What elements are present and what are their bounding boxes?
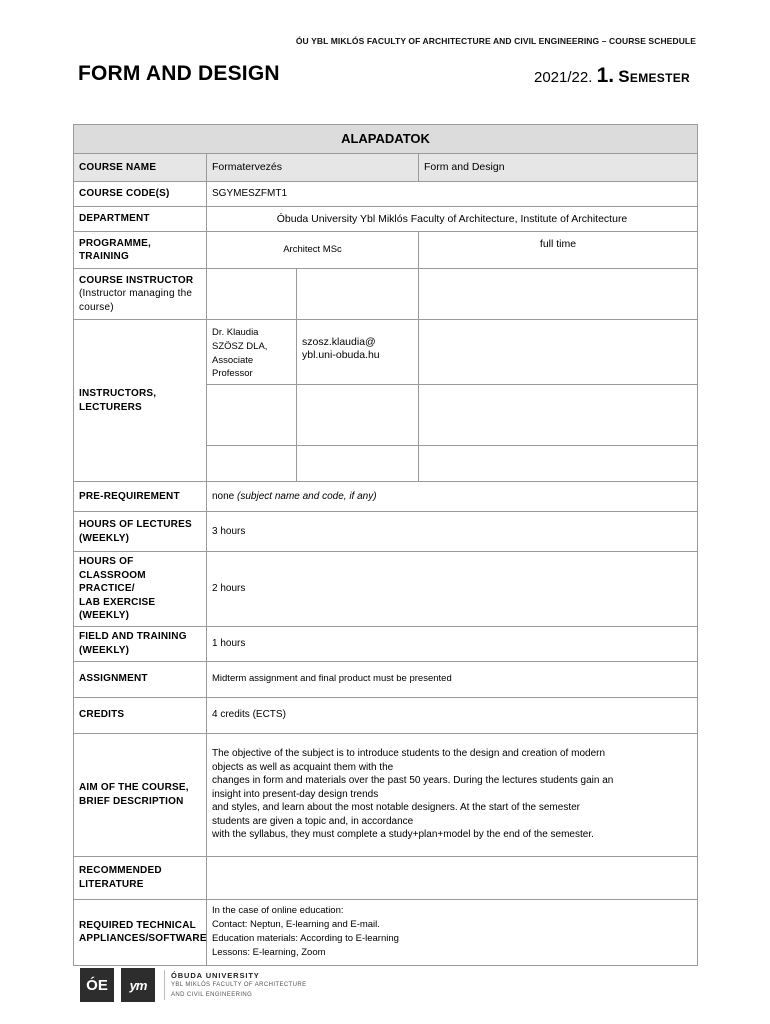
table-banner: ALAPADATOK xyxy=(74,125,698,154)
instructor-label: COURSE INSTRUCTOR xyxy=(79,274,194,286)
department-value: Óbuda University Ybl Miklós Faculty of Architecture, Institute of Architecture xyxy=(207,207,698,232)
programme-mode: full time xyxy=(419,232,698,269)
credits-row xyxy=(74,697,698,733)
footer-faculty-line: YBL MIKLÓS FACULTY OF ARCHITECTURE xyxy=(171,982,307,989)
practice-label xyxy=(74,552,207,627)
credits-value: 4 credits (ECTS) xyxy=(207,697,698,733)
practice-label-line: LAB EXERCISE (WEEKLY) xyxy=(79,596,156,622)
lecturer-empty-cell xyxy=(207,385,297,446)
literature-label: RECOMMENDED LITERATURE xyxy=(74,856,207,899)
prerequirement-value-cell xyxy=(207,482,698,512)
aim-line: changes in form and materials over the past 50 years. During the lectures students gain an xyxy=(212,775,614,787)
course-name-row xyxy=(74,154,698,182)
lecturer-email-line: szosz.klaudia@ xyxy=(302,336,376,348)
lectures-label: HOURS OF LECTURES (WEEKLY) xyxy=(74,512,207,552)
lecturers-label: INSTRUCTORS, LECTURERS xyxy=(74,320,207,482)
aim-line: and styles, and learn about the most notable designers. At the start of the semester xyxy=(212,802,580,814)
assignment-label: ASSIGNMENT xyxy=(74,661,207,697)
academic-year: 2021/22. xyxy=(534,69,593,86)
aim-line: objects as well as acquaint them with the xyxy=(212,761,394,773)
instructor-extra-cell xyxy=(419,269,698,320)
lecturer-email-line: ybl.uni-obuda.hu xyxy=(302,349,380,362)
instructor-note: (Instructor managing the course) xyxy=(79,288,193,313)
obuda-logo: ÓE xyxy=(80,968,114,1002)
instructor-email-cell xyxy=(297,269,419,320)
course-code-row xyxy=(74,182,698,207)
prerequirement-label: PRE-REQUIREMENT xyxy=(74,482,207,512)
credits-label: CREDITS xyxy=(74,697,207,733)
aim-label: AIM OF THE COURSE, BRIEF DESCRIPTION xyxy=(74,733,207,856)
field-training-label: FIELD AND TRAINING (WEEKLY) xyxy=(74,626,207,661)
lecturer-name-line: Dr. Klaudia xyxy=(212,327,259,338)
lecturer-extra-cell xyxy=(419,320,698,385)
lecturer-name-line: SZÖSZ DLA, xyxy=(212,340,268,352)
course-code-value: SGYMESZFMT1 xyxy=(207,182,698,207)
field-training-value: 1 hours xyxy=(207,626,698,661)
footer-faculty-line: AND CIVIL ENGINEERING xyxy=(171,991,253,998)
lecturer-row-1 xyxy=(74,320,698,385)
department-label: DEPARTMENT xyxy=(74,207,207,232)
lecturer-email xyxy=(297,320,419,385)
lecturer-name-line: Professor xyxy=(212,368,253,380)
course-code-label: COURSE CODE(S) xyxy=(74,182,207,207)
lectures-row xyxy=(74,512,698,552)
lecturer-empty-cell xyxy=(297,385,419,446)
lecturer-empty-cell xyxy=(207,446,297,482)
institution-header: ÓU YBL MIKLÓS FACULTY OF ARCHITECTURE AND CIVIL ENGINEERING – COURSE SCHEDULE xyxy=(295,36,696,46)
prerequirement-row xyxy=(74,482,698,512)
course-schedule-table xyxy=(73,124,698,966)
programme-value: Architect MSc xyxy=(207,232,419,269)
literature-row xyxy=(74,856,698,899)
lectures-value: 3 hours xyxy=(207,512,698,552)
ybl-logo: ym xyxy=(121,968,155,1002)
technical-label: REQUIRED TECHNICAL APPLIANCES/SOFTWARE xyxy=(74,899,207,965)
aim-row xyxy=(74,733,698,856)
footer-text xyxy=(171,971,307,998)
aim-line: The objective of the subject is to introduce students to the design and creation of modern xyxy=(212,748,606,760)
technical-line: Contact: Neptun, E-learning and E-mail. xyxy=(212,918,380,930)
semester-number: 1. xyxy=(596,64,615,87)
lecturer-empty-cell xyxy=(297,446,419,482)
assignment-value: Midterm assignment and final product must be presented xyxy=(207,661,698,697)
table-banner-row xyxy=(74,125,698,154)
lecturer-name-line: Associate xyxy=(212,354,254,366)
aim-line: students are given a topic and, in accordance xyxy=(212,815,414,827)
programme-label: PROGRAMME, TRAINING xyxy=(74,232,207,269)
course-name-english: Form and Design xyxy=(419,154,698,182)
assignment-row xyxy=(74,661,698,697)
technical-line: Lessons: E-learning, Zoom xyxy=(212,947,326,959)
technical-row xyxy=(74,899,698,965)
lecturer-empty-cell xyxy=(419,385,698,446)
semester-heading xyxy=(534,64,690,88)
course-name-label: COURSE NAME xyxy=(74,154,207,182)
footer xyxy=(80,968,307,1002)
programme-row xyxy=(74,232,698,269)
literature-value xyxy=(207,856,698,899)
footer-divider xyxy=(164,970,165,1000)
footer-university: ÓBUDA UNIVERSITY xyxy=(171,971,260,981)
prerequirement-hint: (subject name and code, if any) xyxy=(237,490,377,502)
document-title: FORM AND DESIGN xyxy=(78,62,280,85)
practice-label-line: PRACTICE/ xyxy=(79,583,135,595)
instructor-name-cell xyxy=(207,269,297,320)
semester-word: Semester xyxy=(618,67,690,86)
technical-line: Education materials: According to E-learning xyxy=(212,933,399,945)
aim-description xyxy=(207,733,698,856)
prerequirement-value: none xyxy=(212,490,235,502)
practice-label-line: HOURS OF CLASSROOM xyxy=(79,556,146,581)
instructor-label-cell xyxy=(74,269,207,320)
aim-line: insight into present-day design trends xyxy=(212,788,379,800)
practice-value: 2 hours xyxy=(207,552,698,627)
technical-value xyxy=(207,899,698,965)
field-training-row xyxy=(74,626,698,661)
department-row xyxy=(74,207,698,232)
technical-line: In the case of online education: xyxy=(212,904,344,916)
instructor-row xyxy=(74,269,698,320)
aim-line: with the syllabus, they must complete a study+plan+model by the end of the semester. xyxy=(212,829,594,841)
course-name-hungarian: Formatervezés xyxy=(207,154,419,182)
lecturer-empty-cell xyxy=(419,446,698,482)
lecturer-name xyxy=(207,320,297,385)
practice-row xyxy=(74,552,698,627)
